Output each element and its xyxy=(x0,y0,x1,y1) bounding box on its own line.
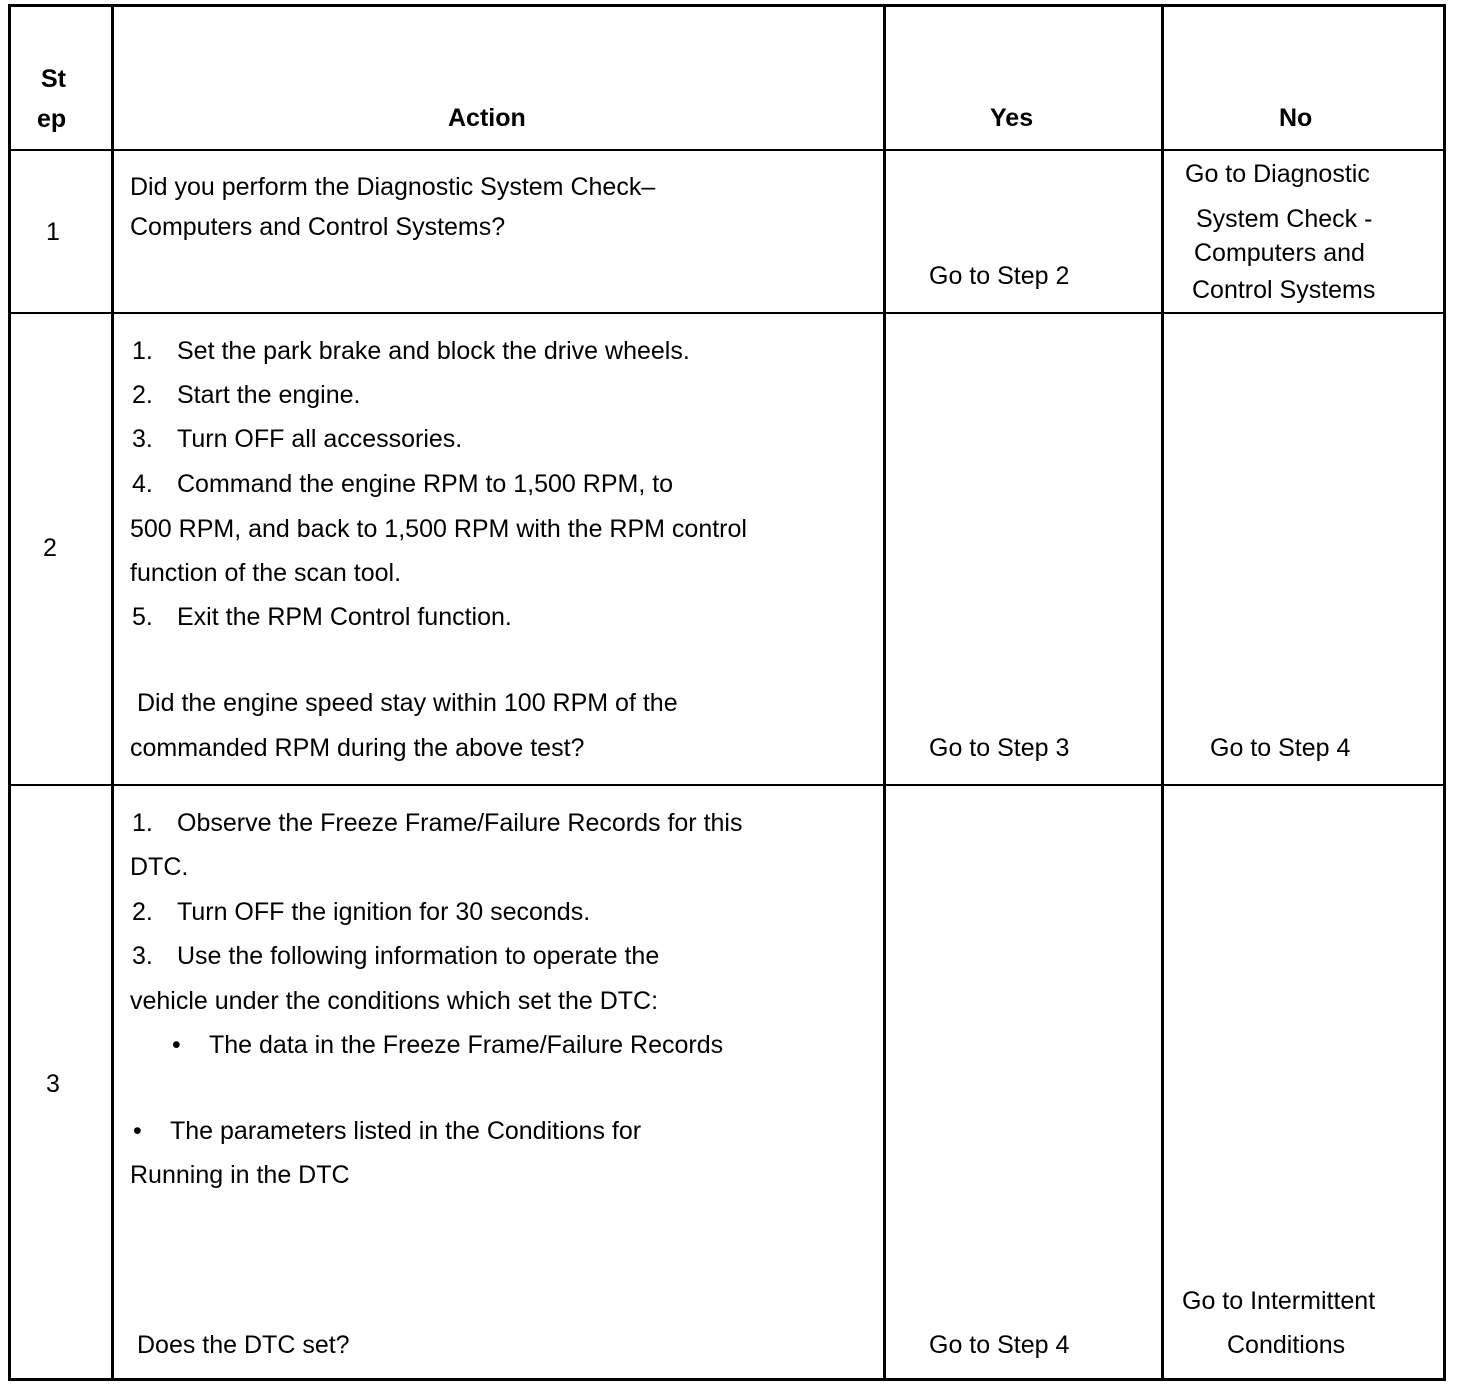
row2-item-3-number: 3. xyxy=(132,425,153,453)
column-divider-action xyxy=(883,4,886,1381)
row2-item-3-text: Turn OFF all accessories. xyxy=(177,425,463,453)
row3-item-3-text-cont: vehicle under the conditions which set the DTC: xyxy=(130,987,659,1015)
row2-item-5-text: Exit the RPM Control function. xyxy=(177,603,512,631)
header-no: No xyxy=(1279,104,1313,132)
row3-bullet-2-text: The parameters listed in the Conditions for xyxy=(170,1117,642,1145)
row2-item-4-text-cont-2: function of the scan tool. xyxy=(130,559,402,587)
row3-no-line-1: Go to Intermittent xyxy=(1182,1287,1376,1315)
row2-item-4-number: 4. xyxy=(132,470,153,498)
header-step-line-1: St xyxy=(41,65,66,93)
row1-action-line-1: Did you perform the Diagnostic System Check– xyxy=(130,173,656,201)
row3-item-3-number: 3. xyxy=(132,942,153,970)
row3-item-2-number: 2. xyxy=(132,898,153,926)
row3-bullet-2: • xyxy=(133,1117,142,1145)
row2-item-1-number: 1. xyxy=(132,337,153,365)
row1-no-line-4: Control Systems xyxy=(1192,276,1376,304)
row3-bullet-1-text: The data in the Freeze Frame/Failure Records xyxy=(209,1031,724,1059)
row2-item-4-text-cont-1: 500 RPM, and back to 1,500 RPM with the RPM control xyxy=(130,515,747,543)
row3-item-2-text: Turn OFF the ignition for 30 seconds. xyxy=(177,898,591,926)
header-yes: Yes xyxy=(990,104,1034,132)
row1-step-number: 1 xyxy=(46,218,60,246)
row2-item-2-number: 2. xyxy=(132,381,153,409)
row-divider-2 xyxy=(8,784,1446,786)
row3-step-number: 3 xyxy=(46,1070,60,1098)
row3-item-1-text: Observe the Freeze Frame/Failure Records for this xyxy=(177,809,743,837)
table-border-top xyxy=(8,4,1446,7)
row3-item-1-number: 1. xyxy=(132,809,153,837)
row3-item-1-text-cont: DTC. xyxy=(130,853,189,881)
column-divider-yes xyxy=(1161,4,1164,1381)
row2-question-line-2: commanded RPM during the above test? xyxy=(130,734,585,762)
header-divider xyxy=(8,149,1446,151)
row2-yes: Go to Step 3 xyxy=(929,734,1070,762)
row3-bullet-2-text-cont: Running in the DTC xyxy=(130,1161,350,1189)
row3-yes: Go to Step 4 xyxy=(929,1331,1070,1359)
table-border-right xyxy=(1443,4,1446,1381)
row3-item-3-text: Use the following information to operate the xyxy=(177,942,660,970)
row3-no-line-2: Conditions xyxy=(1227,1331,1346,1359)
row1-no-line-2: System Check - xyxy=(1196,205,1373,233)
column-divider-step xyxy=(111,4,114,1381)
row2-no: Go to Step 4 xyxy=(1210,734,1351,762)
row2-question-line-1: Did the engine speed stay within 100 RPM of the xyxy=(137,689,678,717)
row1-no-line-3: Computers and xyxy=(1194,239,1365,267)
table-border-left xyxy=(8,4,11,1381)
row-divider-1 xyxy=(8,312,1446,314)
row1-no-line-1: Go to Diagnostic xyxy=(1185,160,1370,188)
row1-yes: Go to Step 2 xyxy=(929,262,1070,290)
header-step-line-2: ep xyxy=(37,105,67,133)
row2-item-5-number: 5. xyxy=(132,603,153,631)
row2-step-number: 2 xyxy=(43,534,57,562)
row2-item-4-text: Command the engine RPM to 1,500 RPM, to xyxy=(177,470,674,498)
row3-bullet-1: • xyxy=(172,1031,181,1059)
row3-question: Does the DTC set? xyxy=(137,1331,350,1359)
header-action: Action xyxy=(448,104,526,132)
table-border-bottom xyxy=(8,1378,1446,1381)
row2-item-1-text: Set the park brake and block the drive wheels. xyxy=(177,337,690,365)
row2-item-2-text: Start the engine. xyxy=(177,381,361,409)
row1-action-line-2: Computers and Control Systems? xyxy=(130,213,506,241)
